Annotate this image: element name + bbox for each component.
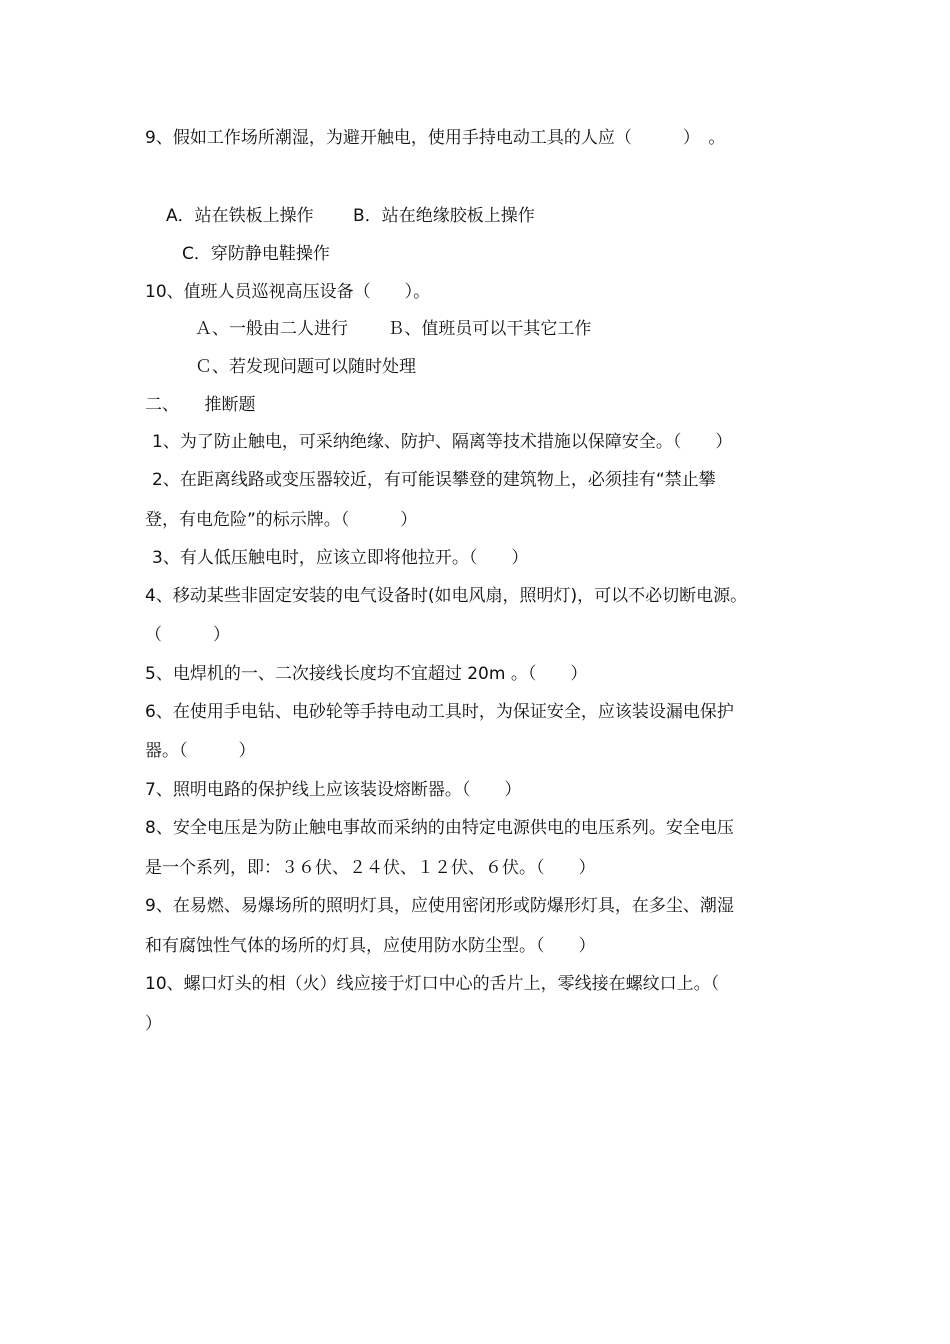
- judgment-item-10-line-2: ）: [145, 1014, 162, 1034]
- judgment-item-10-line-1: 10、螺口灯头的相（火）线应接于灯口中心的舌片上，零线接在螺纹口上。（: [145, 974, 720, 994]
- judgment-item-8-line-2: 是一个系列，即：３６伏、２４伏、１２伏、６伏。（ ）: [145, 858, 596, 878]
- question-10-stem: 10、值班人员巡视高压设备（ ）。: [145, 282, 431, 302]
- judgment-item-9-line-1: 9、在易燃、易爆场所的照明灯具，应使用密闭形或防爆形灯具，在多尘、潮湿: [145, 896, 734, 916]
- judgment-item-2-line-1: 2、在距离线路或变压器较近，有可能误攀登的建筑物上，必须挂有“禁止攀: [152, 470, 716, 490]
- section-2-heading: 二、 推断题: [145, 395, 256, 415]
- question-10-option-c: Ｃ、若发现问题可以随时处理: [195, 357, 416, 377]
- judgment-item-3: 3、有人低压触电时，应该立即将他拉开。（ ）: [152, 548, 529, 568]
- question-10-options-ab: Ａ、一般由二人进行 Ｂ、值班员可以干其它工作: [195, 319, 592, 339]
- judgment-item-2-line-2: 登，有电危险”的标示牌。（ ）: [145, 510, 418, 530]
- judgment-item-9-line-2: 和有腐蚀性气体的场所的灯具，应使用防水防尘型。（ ）: [145, 936, 596, 956]
- judgment-item-1: 1、为了防止触电，可采纳绝缘、防护、隔离等技术措施以保障安全。（ ）: [152, 432, 733, 452]
- judgment-item-4-line-1: 4、移动某些非固定安装的电气设备时(如电风扇，照明灯)，可以不必切断电源。: [145, 586, 748, 606]
- judgment-item-7: 7、照明电路的保护线上应该装设熔断器。（ ）: [145, 780, 522, 800]
- judgment-item-6-line-1: 6、在使用手电钻、电砂轮等手持电动工具时，为保证安全，应该装设漏电保护: [145, 702, 734, 722]
- question-9-options-ab: A．站在铁板上操作 B．站在绝缘胶板上操作: [166, 206, 535, 226]
- judgment-item-6-line-2: 器。（ ）: [145, 741, 256, 761]
- judgment-item-8-line-1: 8、安全电压是为防止触电事故而采纳的由特定电源供电的电压系列。安全电压: [145, 818, 734, 838]
- question-9-option-c: C．穿防静电鞋操作: [182, 244, 330, 264]
- judgment-item-5: 5、电焊机的一、二次接线长度均不宜超过 20m 。（ ）: [145, 664, 588, 684]
- judgment-item-4-line-2: （ ）: [145, 625, 230, 645]
- question-9-stem: 9、假如工作场所潮湿，为避开触电，使用手持电动工具的人应（ ） 。: [145, 128, 726, 148]
